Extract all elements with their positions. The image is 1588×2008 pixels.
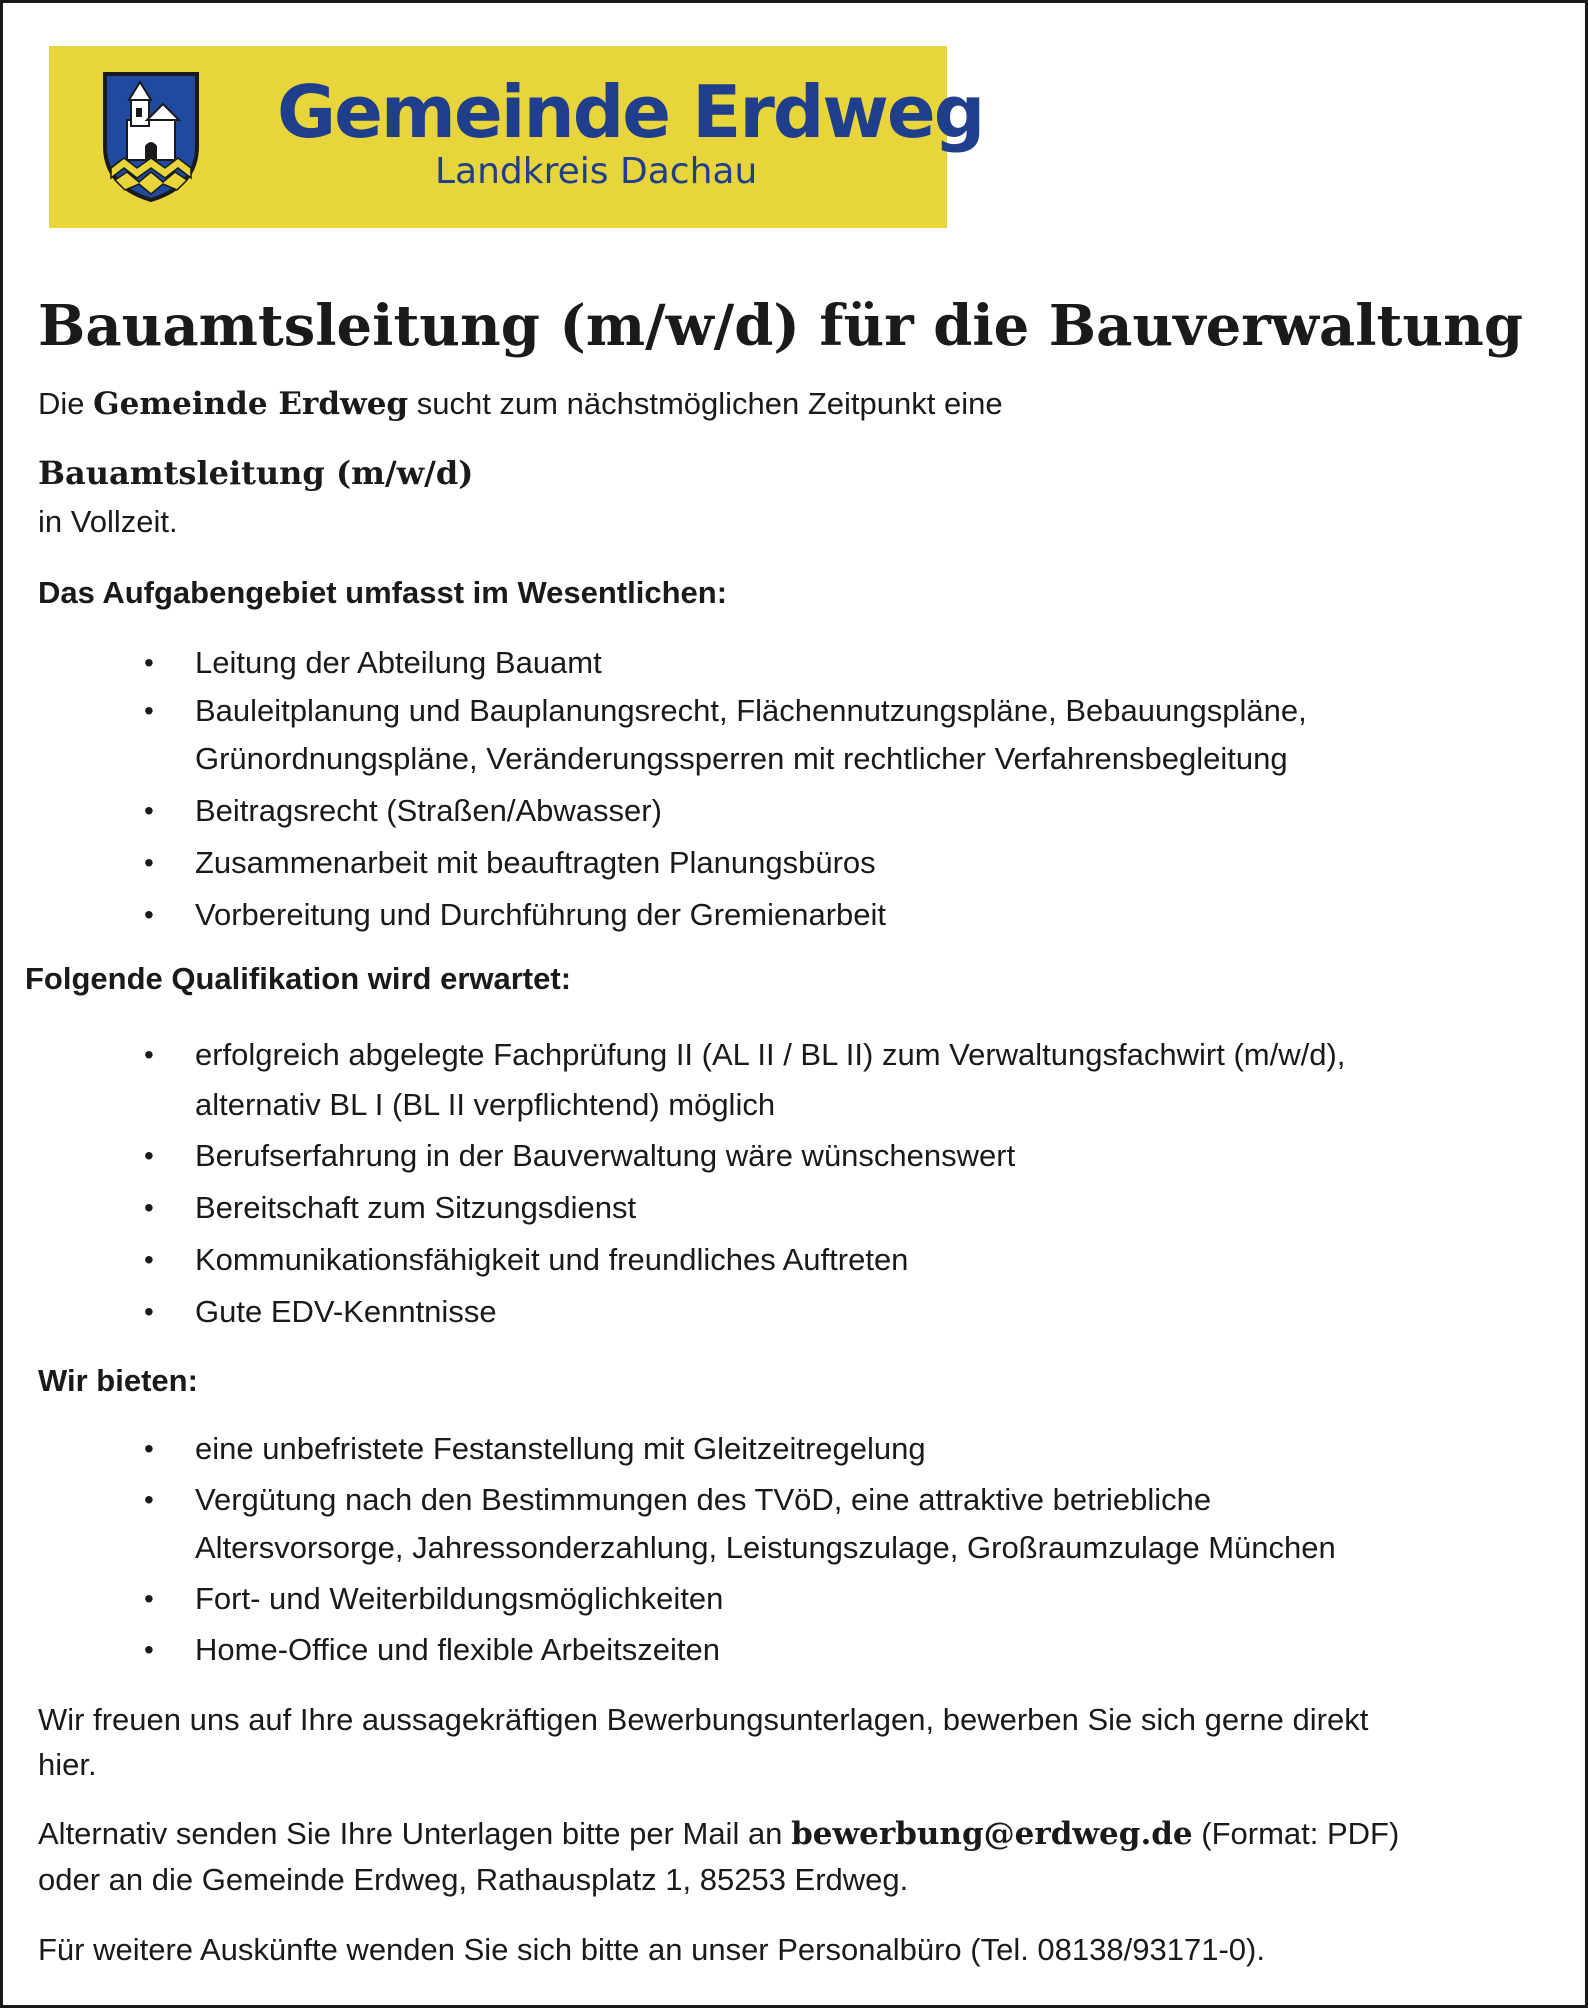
item-text: Leitung der Abteilung Bauamt bbox=[195, 645, 602, 680]
item-text-cont: alternativ BL I (BL II verpflichtend) möglich bbox=[195, 1087, 776, 1122]
coat-of-arms-icon bbox=[101, 68, 201, 204]
item-text: Fort- und Weiterbildungsmöglichkeiten bbox=[195, 1581, 724, 1616]
apply-link[interactable]: hier. bbox=[38, 1747, 97, 1782]
item-text: Gute EDV-Kenntnisse bbox=[195, 1294, 497, 1329]
list-item: • Bereitschaft zum Sitzungsdienst bbox=[3, 1182, 1345, 1234]
mail-prefix: Alternativ senden Sie Ihre Unterlagen bitte per Mail an bbox=[38, 1816, 783, 1851]
intro-text bbox=[38, 381, 1003, 427]
email-link[interactable]: bewerbung@erdweg.de bbox=[791, 1816, 1193, 1852]
item-text: Kommunikationsfähigkeit und freundliches Auftreten bbox=[195, 1242, 909, 1277]
postal-address: oder an die Gemeinde Erdweg, Rathausplatz 1, 85253 Erdweg. bbox=[38, 1862, 909, 1897]
list-item: • Bauleitplanung und Bauplanungsrecht, Flächennutzungspläne, Bebauungspläne, Grünordnungspläne, Veränderungssperren mit rechtlicher Verfahrensbegleitung bbox=[3, 687, 1307, 783]
item-text: Berufserfahrung in der Bauverwaltung wäre wünschenswert bbox=[195, 1138, 1016, 1173]
intro-prefix: Die bbox=[38, 386, 85, 421]
item-text: Vergütung nach den Bestimmungen des TVöD, eine attraktive betriebliche bbox=[195, 1482, 1212, 1517]
list-item: • Zusammenarbeit mit beauftragten Planungsbüros bbox=[3, 839, 1307, 887]
list-item: • Fort- und Weiterbildungsmöglichkeiten bbox=[3, 1575, 1336, 1623]
offer-heading: Wir bieten: bbox=[38, 1363, 198, 1398]
mail-text bbox=[38, 1811, 1399, 1902]
apply-line-1: Wir freuen uns auf Ihre aussagekräftigen Bewerbungsunterlagen, bewerben Sie sich gerne direkt bbox=[38, 1702, 1369, 1737]
item-text-cont: Grünordnungspläne, Veränderungssperren mit rechtlicher Verfahrensbegleitung bbox=[195, 741, 1288, 776]
position-title: Bauamtsleitung (m/w/d) bbox=[38, 454, 474, 492]
item-text: eine unbefristete Festanstellung mit Gleitzeitregelung bbox=[195, 1431, 926, 1466]
position-type: in Vollzeit. bbox=[38, 504, 178, 539]
list-item: • Beitragsrecht (Straßen/Abwasser) bbox=[3, 787, 1307, 835]
item-text: Bereitschaft zum Sitzungsdienst bbox=[195, 1190, 637, 1225]
list-item: • Home-Office und flexible Arbeitszeiten bbox=[3, 1626, 1336, 1674]
item-text: Zusammenarbeit mit beauftragten Planungsbüros bbox=[195, 845, 876, 880]
intro-org: Gemeinde Erdweg bbox=[93, 386, 409, 422]
offer-list bbox=[3, 1425, 1336, 1674]
contact-text: Für weitere Auskünfte wenden Sie sich bitte an unser Personalbüro (Tel. 08138/93171-0). bbox=[38, 1932, 1265, 1967]
item-text: Vorbereitung und Durchführung der Gremienarbeit bbox=[195, 897, 887, 932]
page-title: Bauamtsleitung (m/w/d) für die Bauverwaltung bbox=[38, 293, 1523, 359]
item-text-cont: Altersvorsorge, Jahressonderzahlung, Leistungszulage, Großraumzulage München bbox=[195, 1530, 1336, 1565]
logo-subtitle: Landkreis Dachau bbox=[435, 151, 758, 192]
item-text: Beitragsrecht (Straßen/Abwasser) bbox=[195, 793, 662, 828]
apply-text bbox=[38, 1697, 1368, 1787]
list-item: • Kommunikationsfähigkeit und freundliches Auftreten bbox=[3, 1234, 1345, 1286]
logo-title: Gemeinde Erdweg bbox=[277, 70, 984, 154]
qualification-list bbox=[3, 1030, 1345, 1338]
list-item: • eine unbefristete Festanstellung mit Gleitzeitregelung bbox=[3, 1425, 1336, 1473]
item-text: Bauleitplanung und Bauplanungsrecht, Flächennutzungspläne, Bebauungspläne, bbox=[195, 693, 1307, 728]
logo-banner bbox=[49, 46, 984, 228]
list-item: • Gute EDV-Kenntnisse bbox=[3, 1286, 1345, 1338]
list-item: • Vergütung nach den Bestimmungen des TVöD, eine attraktive betriebliche Altersvorsorge, Jahressonderzahlung, Leistungszulage, Großraumzulage München bbox=[3, 1476, 1336, 1572]
list-item: • Vorbereitung und Durchführung der Gremienarbeit bbox=[3, 891, 1307, 939]
tasks-heading: Das Aufgabengebiet umfasst im Wesentlichen: bbox=[38, 575, 728, 610]
qualification-heading: Folgende Qualifikation wird erwartet: bbox=[25, 961, 572, 996]
mail-suffix: (Format: PDF) bbox=[1201, 1816, 1400, 1851]
item-text: erfolgreich abgelegte Fachprüfung II (AL II / BL II) zum Verwaltungsfachwirt (m/w/d), bbox=[195, 1037, 1346, 1072]
list-item: • erfolgreich abgelegte Fachprüfung II (AL II / BL II) zum Verwaltungsfachwirt (m/w/d), alternativ BL I (BL II verpflichtend) möglich bbox=[3, 1030, 1345, 1130]
intro-suffix: sucht zum nächstmöglichen Zeitpunkt eine bbox=[416, 386, 1003, 421]
item-text: Home-Office und flexible Arbeitszeiten bbox=[195, 1632, 720, 1667]
list-item: • Leitung der Abteilung Bauamt bbox=[3, 639, 1307, 687]
list-item: • Berufserfahrung in der Bauverwaltung wäre wünschenswert bbox=[3, 1130, 1345, 1182]
tasks-list bbox=[3, 639, 1307, 939]
